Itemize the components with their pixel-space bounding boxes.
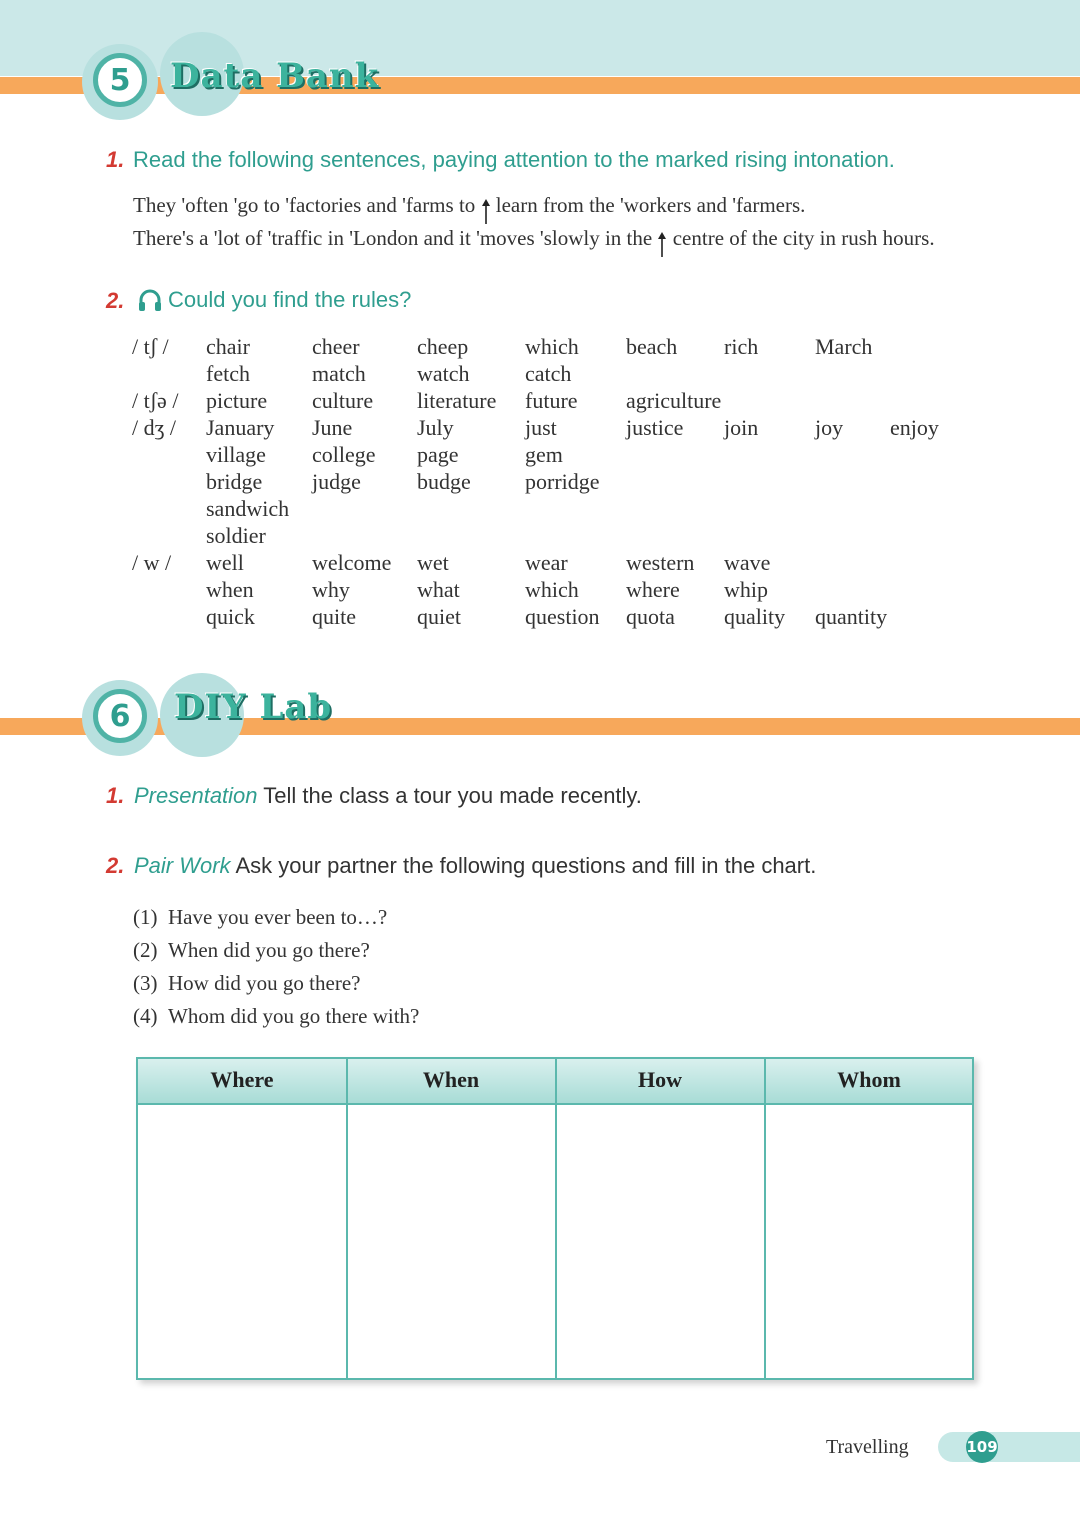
word: wet <box>417 550 449 575</box>
word: well <box>206 550 244 575</box>
page-number-tab <box>938 1432 1080 1462</box>
word: joy <box>815 415 844 440</box>
word: quick <box>206 604 255 629</box>
question-2 <box>133 938 370 963</box>
question-text: Whom did you go there with? <box>168 1004 420 1028</box>
word: quite <box>312 604 356 629</box>
word: porridge <box>525 469 600 494</box>
chart-cell-whom[interactable] <box>766 1105 972 1377</box>
question-number: (2) <box>133 938 158 962</box>
ex2-instruction: Could you find the rules? <box>168 287 412 312</box>
word: future <box>525 388 578 413</box>
word: catch <box>525 361 572 386</box>
word: cheer <box>312 334 360 359</box>
diy-ex1-text: Tell the class a tour you made recently. <box>263 783 642 808</box>
word: literature <box>417 388 497 413</box>
word: wear <box>525 550 568 575</box>
word: cheep <box>417 334 469 359</box>
question-number: (3) <box>133 971 158 995</box>
ex1-number: 1. <box>106 147 125 172</box>
pair-work-label: Pair Work <box>134 853 231 878</box>
sentence-1-part-b: learn from the 'workers and 'farmers. <box>495 193 806 217</box>
diy-ex1 <box>134 783 642 809</box>
question-text: Have you ever been to…? <box>168 905 388 929</box>
word: quota <box>626 604 675 629</box>
word: welcome <box>312 550 392 575</box>
question-text: How did you go there? <box>168 971 361 995</box>
section-6-number: 6 <box>93 689 147 743</box>
question-1 <box>133 905 387 930</box>
fill-in-chart <box>136 1057 974 1380</box>
word: when <box>206 577 254 602</box>
word: chair <box>206 334 250 359</box>
section-5-number: 5 <box>93 53 147 107</box>
word: gem <box>525 442 563 467</box>
question-text: When did you go there? <box>168 938 370 962</box>
chart-cell-how[interactable] <box>557 1105 763 1377</box>
word: whip <box>724 577 768 602</box>
chart-header-when: When <box>422 1067 480 1092</box>
diy-ex2-number: 2. <box>106 853 125 878</box>
headphones-icon <box>137 288 163 319</box>
word: culture <box>312 388 374 413</box>
question-4 <box>133 1004 419 1029</box>
word: quiet <box>417 604 461 629</box>
word: match <box>312 361 366 386</box>
word: why <box>312 577 350 602</box>
chart-header-whom: Whom <box>837 1067 901 1092</box>
diy-ex2-text: Ask your partner the following questions and fill in the chart. <box>235 853 817 878</box>
word: picture <box>206 388 268 413</box>
phonetic-symbol: / dʒ / <box>132 415 176 440</box>
word: rich <box>724 334 759 359</box>
chart-cell-where[interactable] <box>138 1105 345 1377</box>
chart-header-where: Where <box>210 1067 274 1092</box>
word: June <box>312 415 353 440</box>
word: college <box>312 442 376 467</box>
section-6-title: DIY Lab <box>174 687 333 727</box>
sentence-2-part-b: centre of the city in rush hours. <box>672 226 935 250</box>
sentence-2-part-a: There's a 'lot of 'traffic in 'London and it 'moves 'slowly in the <box>133 226 653 250</box>
word: which <box>525 334 579 359</box>
diy-ex1-number: 1. <box>106 783 125 808</box>
word: justice <box>626 415 684 440</box>
word: join <box>724 415 759 440</box>
word: soldier <box>206 523 266 548</box>
sentence-1-part-a: They 'often 'go to 'factories and 'farms to <box>133 193 476 217</box>
word: where <box>626 577 680 602</box>
word: quality <box>724 604 786 629</box>
ex2-number: 2. <box>106 288 125 313</box>
ex1-instruction: Read the following sentences, paying attention to the marked rising intonation. <box>133 147 895 172</box>
diy-ex2 <box>134 853 816 879</box>
sentence-2 <box>133 226 935 251</box>
section-5-title: Data Bank <box>170 56 380 96</box>
question-number: (4) <box>133 1004 158 1028</box>
word: which <box>525 577 579 602</box>
word: judge <box>312 469 361 494</box>
phonetic-symbol: / w / <box>132 550 172 575</box>
word: village <box>206 442 266 467</box>
word: what <box>417 577 460 602</box>
word: March <box>815 334 873 359</box>
word: sandwich <box>206 496 290 521</box>
question-number: (1) <box>133 905 158 929</box>
word: beach <box>626 334 678 359</box>
word: bridge <box>206 469 263 494</box>
sentence-1 <box>133 193 805 218</box>
presentation-label: Presentation <box>134 783 258 808</box>
word: wave <box>724 550 771 575</box>
word: fetch <box>206 361 250 386</box>
phonetic-symbol: / tʃ / <box>132 334 169 359</box>
word: watch <box>417 361 470 386</box>
chart-header-how: How <box>638 1067 682 1092</box>
chart-cell-when[interactable] <box>348 1105 554 1377</box>
word: page <box>417 442 459 467</box>
word: January <box>206 415 275 440</box>
word: enjoy <box>890 415 939 440</box>
unit-title: Travelling <box>826 1436 909 1458</box>
word: July <box>417 415 454 440</box>
word: quantity <box>815 604 888 629</box>
phonetic-symbol: / tʃə / <box>132 388 179 413</box>
page-number: 109 <box>966 1431 998 1463</box>
word: agriculture <box>626 388 722 413</box>
word: budge <box>417 469 471 494</box>
question-3 <box>133 971 360 996</box>
word: just <box>525 415 557 440</box>
word: question <box>525 604 600 629</box>
word: western <box>626 550 695 575</box>
